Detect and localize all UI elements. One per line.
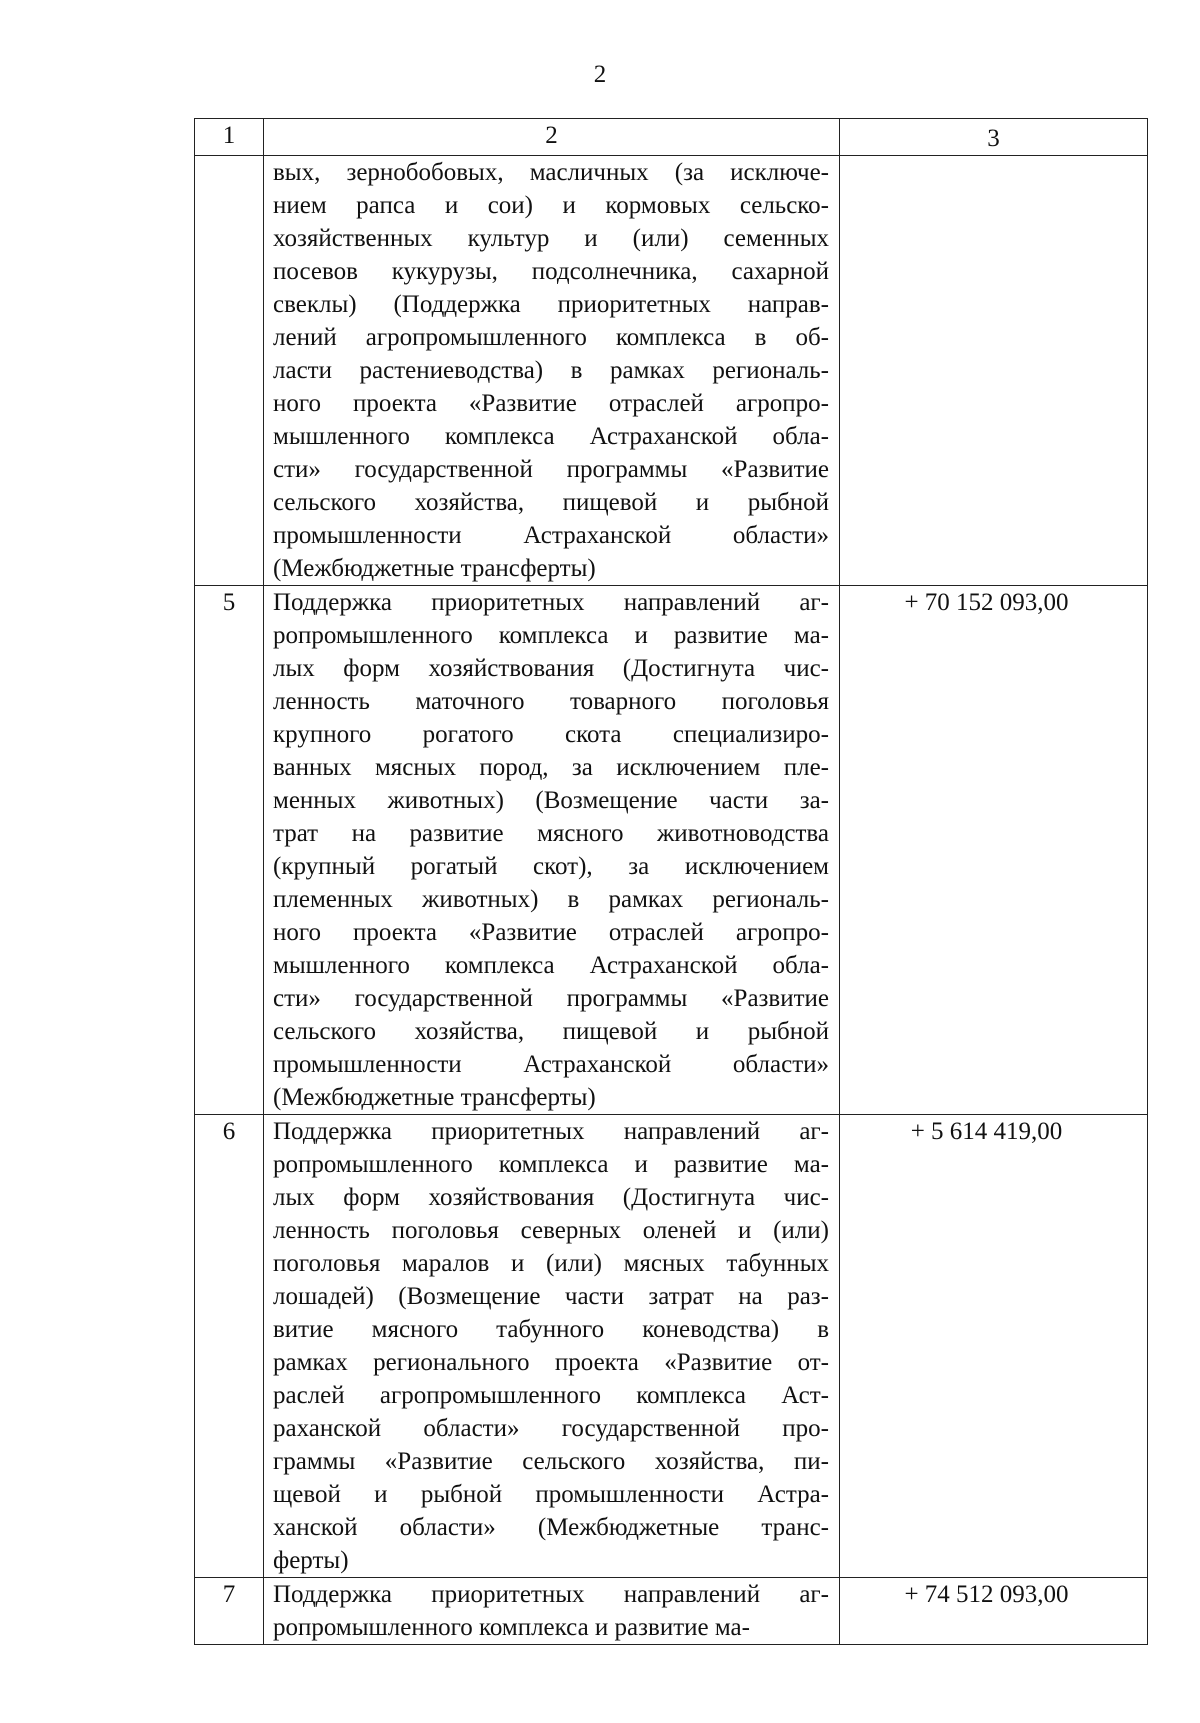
text-line: ванных мясных пород, за исключением пле- bbox=[273, 754, 829, 781]
text-line: щевой и рыбной промышленности Астра- bbox=[273, 1481, 829, 1508]
header-col-3: 3 bbox=[840, 119, 1148, 156]
text-line: (Межбюджетные трансферты) bbox=[273, 555, 596, 582]
text-line: менных животных) (Возмещение части за- bbox=[273, 787, 829, 814]
header-col-1: 1 bbox=[195, 119, 264, 156]
row-amount-cell: + 74 512 093,00 bbox=[840, 1578, 1148, 1645]
text-line: ленность маточного товарного поголовья bbox=[273, 688, 829, 715]
text-line: ропромышленного комплекса и развитие ма- bbox=[273, 1151, 829, 1178]
text-line: (крупный рогатый скот), за исключением bbox=[273, 853, 829, 880]
appropriations-table bbox=[194, 118, 1148, 1645]
text-line: ропромышленного комплекса и развитие ма- bbox=[273, 1614, 750, 1641]
text-line: Поддержка приоритетных направлений аг- bbox=[273, 1581, 829, 1608]
text-line: трат на развитие мясного животноводства bbox=[273, 820, 829, 847]
text-line: раслей агропромышленного комплекса Аст- bbox=[273, 1382, 829, 1409]
text-line: мышленного комплекса Астраханской обла- bbox=[273, 423, 829, 450]
row-description-cell bbox=[264, 156, 840, 586]
text-line: вых, зернобобовых, масличных (за исключе- bbox=[273, 159, 829, 186]
table-header-row bbox=[195, 119, 1148, 156]
text-line: ласти растениеводства) в рамках региональ- bbox=[273, 357, 829, 384]
row-amount-cell: + 70 152 093,00 bbox=[840, 586, 1148, 1115]
row-number-cell: 7 bbox=[195, 1578, 264, 1645]
text-line: мышленного комплекса Астраханской обла- bbox=[273, 952, 829, 979]
table-row bbox=[195, 1578, 1148, 1645]
text-line: крупного рогатого скота специализиро- bbox=[273, 721, 829, 748]
text-line: посевов кукурузы, подсолнечника, сахарной bbox=[273, 258, 829, 285]
text-line: ханской области» (Межбюджетные транс- bbox=[273, 1514, 829, 1541]
page-number: 2 bbox=[593, 61, 607, 88]
text-line: свеклы) (Поддержка приоритетных направ- bbox=[273, 291, 829, 318]
text-line: ферты) bbox=[273, 1547, 349, 1574]
text-line: лошадей) (Возмещение части затрат на раз- bbox=[273, 1283, 829, 1310]
table-row-continuation bbox=[195, 156, 1148, 586]
text-line: нием рапса и сои) и кормовых сельско- bbox=[273, 192, 829, 219]
row-description-cell bbox=[264, 1578, 840, 1645]
row-number-cell bbox=[195, 156, 264, 586]
row-amount-cell: + 5 614 419,00 bbox=[840, 1115, 1148, 1578]
text-line: сти» государственной программы «Развитие bbox=[273, 985, 829, 1012]
text-line: Поддержка приоритетных направлений аг- bbox=[273, 589, 829, 616]
text-line: ного проекта «Развитие отраслей агропро- bbox=[273, 390, 829, 417]
text-line: промышленности Астраханской области» bbox=[273, 1051, 829, 1078]
text-line: (Межбюджетные трансферты) bbox=[273, 1084, 596, 1111]
text-line: лений агропромышленного комплекса в об- bbox=[273, 324, 829, 351]
text-line: поголовья маралов и (или) мясных табунных bbox=[273, 1250, 829, 1277]
text-line: хозяйственных культур и (или) семенных bbox=[273, 225, 829, 252]
text-line: лых форм хозяйствования (Достигнута чис- bbox=[273, 1184, 829, 1211]
row-description-cell bbox=[264, 1115, 840, 1578]
text-line: ного проекта «Развитие отраслей агропро- bbox=[273, 919, 829, 946]
table-row bbox=[195, 1115, 1148, 1578]
row-amount-cell bbox=[840, 156, 1148, 586]
text-line: сельского хозяйства, пищевой и рыбной bbox=[273, 1018, 829, 1045]
table-row bbox=[195, 586, 1148, 1115]
text-line: раханской области» государственной про- bbox=[273, 1415, 829, 1442]
text-line: сти» государственной программы «Развитие bbox=[273, 456, 829, 483]
text-line: ленность поголовья северных оленей и (или) bbox=[273, 1217, 829, 1244]
text-line: племенных животных) в рамках региональ- bbox=[273, 886, 829, 913]
text-line: рамках регионального проекта «Развитие от- bbox=[273, 1349, 829, 1376]
header-col-2: 2 bbox=[264, 119, 840, 156]
row-number-cell: 5 bbox=[195, 586, 264, 1115]
text-line: Поддержка приоритетных направлений аг- bbox=[273, 1118, 829, 1145]
text-line: промышленности Астраханской области» bbox=[273, 522, 829, 549]
text-line: ропромышленного комплекса и развитие ма- bbox=[273, 622, 829, 649]
row-number-cell: 6 bbox=[195, 1115, 264, 1578]
text-line: лых форм хозяйствования (Достигнута чис- bbox=[273, 655, 829, 682]
text-line: граммы «Развитие сельского хозяйства, пи- bbox=[273, 1448, 829, 1475]
text-line: витие мясного табунного коневодства) в bbox=[273, 1316, 829, 1343]
text-line: сельского хозяйства, пищевой и рыбной bbox=[273, 489, 829, 516]
row-description-cell bbox=[264, 586, 840, 1115]
